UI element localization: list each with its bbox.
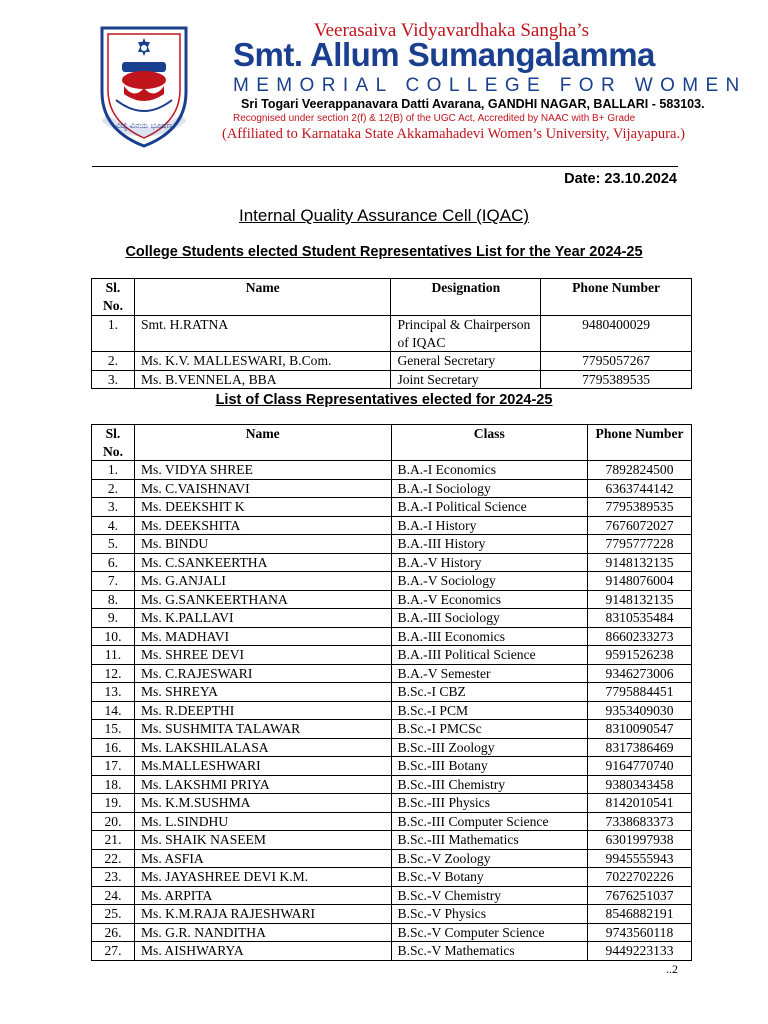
cell-class: B.A.-III Economics bbox=[391, 627, 588, 646]
cell-name: Ms. K.V. MALLESWARI, B.Com. bbox=[134, 352, 390, 371]
cell-name: Ms. DEEKSHITA bbox=[134, 516, 391, 535]
table-row bbox=[92, 609, 692, 628]
document-date: Date: 23.10.2024 bbox=[564, 171, 677, 187]
cell-name: Ms. JAYASHREE DEVI K.M. bbox=[134, 868, 391, 887]
table-row bbox=[92, 553, 692, 572]
cell-name: Ms. MADHAVI bbox=[134, 627, 391, 646]
college-recognition: Recognised under section 2(f) & 12(B) of the UGC Act, Accredited by NAAC with B+ Grade bbox=[233, 113, 636, 124]
cell-sl-no: 9. bbox=[92, 609, 135, 628]
cell-sl-no: 4. bbox=[92, 516, 135, 535]
cell-sl-no: 11. bbox=[92, 646, 135, 665]
cell-phone: 9353409030 bbox=[588, 701, 692, 720]
column-header-class: Class bbox=[391, 425, 588, 461]
cell-name: Ms. B.VENNELA, BBA bbox=[134, 370, 390, 389]
cell-name: Ms. SHAIK NASEEM bbox=[134, 831, 391, 850]
cell-phone: 7892824500 bbox=[588, 461, 692, 480]
cell-sl-no: 3. bbox=[92, 498, 135, 517]
cell-class: B.Sc.-III Zoology bbox=[391, 738, 588, 757]
cell-class: B.Sc.-V Zoology bbox=[391, 849, 588, 868]
table-row bbox=[92, 738, 692, 757]
table-header-row bbox=[92, 425, 692, 461]
cell-class: B.A.-III History bbox=[391, 535, 588, 554]
column-header-name: Name bbox=[134, 279, 390, 316]
cell-phone: 6301997938 bbox=[588, 831, 692, 850]
cell-phone: 7795777228 bbox=[588, 535, 692, 554]
cell-sl-no: 23. bbox=[92, 868, 135, 887]
table-row bbox=[92, 627, 692, 646]
cell-class: B.A.-V Semester bbox=[391, 664, 588, 683]
cell-sl-no: 16. bbox=[92, 738, 135, 757]
cell-name: Ms. C.RAJESWARI bbox=[134, 664, 391, 683]
cell-class: B.A.-V Economics bbox=[391, 590, 588, 609]
cell-phone: 9591526238 bbox=[588, 646, 692, 665]
document-title: Internal Quality Assurance Cell (IQAC) bbox=[238, 206, 530, 225]
cell-class: B.Sc.-III Computer Science bbox=[391, 812, 588, 831]
cell-name: Ms. G.R. NANDITHA bbox=[134, 923, 391, 942]
cell-name: Ms. C.VAISHNAVI bbox=[134, 479, 391, 498]
cell-phone: 7676251037 bbox=[588, 886, 692, 905]
cell-class: B.Sc.-III Chemistry bbox=[391, 775, 588, 794]
student-representatives-table bbox=[91, 278, 692, 389]
table-row bbox=[92, 664, 692, 683]
cell-sl-no: 19. bbox=[92, 794, 135, 813]
cell-phone: 7795884451 bbox=[588, 683, 692, 702]
table-row bbox=[92, 572, 692, 591]
table-row bbox=[92, 849, 692, 868]
table-row bbox=[92, 316, 692, 352]
cell-class: B.A.-V Sociology bbox=[391, 572, 588, 591]
cell-name: Ms. G.SANKEERTHANA bbox=[134, 590, 391, 609]
table-row bbox=[92, 757, 692, 776]
emblem-motto: ವಿದ್ಯೆ ವಿನಯ ಭೂಷಣ bbox=[115, 121, 173, 130]
college-affiliation: (Affiliated to Karnataka State Akkamahadevi Women’s University, Vijayapura.) bbox=[222, 126, 685, 142]
cell-class: B.A.-III Sociology bbox=[391, 609, 588, 628]
cell-name: Ms. VIDYA SHREE bbox=[134, 461, 391, 480]
cell-sl-no: 17. bbox=[92, 757, 135, 776]
cell-class: B.A.-I Political Science bbox=[391, 498, 588, 517]
table-row bbox=[92, 775, 692, 794]
cell-class: B.Sc.-V Mathematics bbox=[391, 942, 588, 961]
section-title-class-representatives: List of Class Representatives elected for 2024-25 bbox=[215, 392, 553, 408]
column-header-name: Name bbox=[134, 425, 391, 461]
column-header-designation: Designation bbox=[391, 279, 541, 316]
cell-sl-no: 12. bbox=[92, 664, 135, 683]
cell-phone: 7795057267 bbox=[541, 352, 692, 371]
section-title-student-representatives: College Students elected Student Representatives List for the Year 2024-25 bbox=[125, 244, 643, 260]
cell-sl-no: 14. bbox=[92, 701, 135, 720]
college-subtitle: MEMORIAL COLLEGE FOR WOMEN bbox=[233, 75, 747, 96]
cell-phone: 8310535484 bbox=[588, 609, 692, 628]
table-row bbox=[92, 905, 692, 924]
class-representatives-table bbox=[91, 424, 692, 961]
table-row bbox=[92, 886, 692, 905]
cell-phone: 9480400029 bbox=[541, 316, 692, 352]
cell-sl-no: 15. bbox=[92, 720, 135, 739]
table-row bbox=[92, 352, 692, 371]
column-header-phone: Phone Number bbox=[588, 425, 692, 461]
cell-class: B.Sc.-V Chemistry bbox=[391, 886, 588, 905]
cell-designation: General Secretary bbox=[391, 352, 541, 371]
table-row bbox=[92, 720, 692, 739]
cell-sl-no: 2. bbox=[92, 352, 135, 371]
cell-phone: 9148132135 bbox=[588, 590, 692, 609]
cell-sl-no: 8. bbox=[92, 590, 135, 609]
table-row bbox=[92, 701, 692, 720]
cell-name: Ms. L.SINDHU bbox=[134, 812, 391, 831]
table-row bbox=[92, 535, 692, 554]
cell-class: B.Sc.-V Computer Science bbox=[391, 923, 588, 942]
cell-sl-no: 26. bbox=[92, 923, 135, 942]
cell-sl-no: 2. bbox=[92, 479, 135, 498]
cell-class: B.Sc.-I PMCSc bbox=[391, 720, 588, 739]
table-row bbox=[92, 794, 692, 813]
cell-phone: 9449223133 bbox=[588, 942, 692, 961]
cell-name: Ms. LAKSHILALASA bbox=[134, 738, 391, 757]
cell-name: Smt. H.RATNA bbox=[134, 316, 390, 352]
cell-phone: 8310090547 bbox=[588, 720, 692, 739]
cell-name: Ms. K.PALLAVI bbox=[134, 609, 391, 628]
cell-phone: 9164770740 bbox=[588, 757, 692, 776]
cell-sl-no: 18. bbox=[92, 775, 135, 794]
cell-class: B.Sc.-III Botany bbox=[391, 757, 588, 776]
cell-name: Ms. SHREYA bbox=[134, 683, 391, 702]
cell-class: B.Sc.-V Physics bbox=[391, 905, 588, 924]
cell-phone: 9743560118 bbox=[588, 923, 692, 942]
cell-phone: 7795389535 bbox=[541, 370, 692, 389]
cell-phone: 8317386469 bbox=[588, 738, 692, 757]
table-row bbox=[92, 942, 692, 961]
college-address: Sri Togari Veerappanavara Datti Avarana, GANDHI NAGAR, BALLARI - 583103. bbox=[241, 97, 705, 111]
table-header-row bbox=[92, 279, 692, 316]
cell-class: B.A.-I Sociology bbox=[391, 479, 588, 498]
table-row bbox=[92, 923, 692, 942]
table-row bbox=[92, 868, 692, 887]
cell-name: Ms.MALLESHWARI bbox=[134, 757, 391, 776]
cell-sl-no: 1. bbox=[92, 461, 135, 480]
table-row bbox=[92, 370, 692, 389]
cell-class: B.Sc.-III Mathematics bbox=[391, 831, 588, 850]
table-row bbox=[92, 461, 692, 480]
cell-sl-no: 25. bbox=[92, 905, 135, 924]
cell-class: B.Sc.-III Physics bbox=[391, 794, 588, 813]
table-row bbox=[92, 479, 692, 498]
cell-name: Ms. R.DEEPTHI bbox=[134, 701, 391, 720]
column-header-sl-no: Sl. No. bbox=[92, 279, 135, 316]
cell-sl-no: 22. bbox=[92, 849, 135, 868]
cell-name: Ms. LAKSHMI PRIYA bbox=[134, 775, 391, 794]
cell-class: B.Sc.-I CBZ bbox=[391, 683, 588, 702]
cell-sl-no: 1. bbox=[92, 316, 135, 352]
cell-sl-no: 5. bbox=[92, 535, 135, 554]
cell-name: Ms. BINDU bbox=[134, 535, 391, 554]
cell-phone: 9380343458 bbox=[588, 775, 692, 794]
cell-phone: 7676072027 bbox=[588, 516, 692, 535]
table-row bbox=[92, 646, 692, 665]
cell-phone: 9346273006 bbox=[588, 664, 692, 683]
cell-sl-no: 27. bbox=[92, 942, 135, 961]
table-row bbox=[92, 683, 692, 702]
cell-name: Ms. K.M.SUSHMA bbox=[134, 794, 391, 813]
cell-sl-no: 10. bbox=[92, 627, 135, 646]
cell-phone: 9148076004 bbox=[588, 572, 692, 591]
cell-phone: 8142010541 bbox=[588, 794, 692, 813]
cell-sl-no: 13. bbox=[92, 683, 135, 702]
table-row bbox=[92, 516, 692, 535]
cell-name: Ms. G.ANJALI bbox=[134, 572, 391, 591]
cell-class: B.Sc.-V Botany bbox=[391, 868, 588, 887]
cell-name: Ms. SHREE DEVI bbox=[134, 646, 391, 665]
cell-phone: 7795389535 bbox=[588, 498, 692, 517]
cell-phone: 8546882191 bbox=[588, 905, 692, 924]
cell-designation: Joint Secretary bbox=[391, 370, 541, 389]
cell-phone: 7022702226 bbox=[588, 868, 692, 887]
column-header-sl-no: Sl. No. bbox=[92, 425, 135, 461]
header-divider bbox=[92, 166, 678, 167]
cell-class: B.Sc.-I PCM bbox=[391, 701, 588, 720]
table-row bbox=[92, 498, 692, 517]
cell-phone: 7338683373 bbox=[588, 812, 692, 831]
college-name: Smt. Allum Sumangalamma bbox=[233, 36, 655, 73]
cell-name: Ms. ASFIA bbox=[134, 849, 391, 868]
cell-phone: 9148132135 bbox=[588, 553, 692, 572]
cell-phone: 8660233273 bbox=[588, 627, 692, 646]
cell-designation: Principal & Chairperson of IQAC bbox=[391, 316, 541, 352]
cell-sl-no: 6. bbox=[92, 553, 135, 572]
cell-name: Ms. DEEKSHIT K bbox=[134, 498, 391, 517]
cell-sl-no: 3. bbox=[92, 370, 135, 389]
cell-sl-no: 7. bbox=[92, 572, 135, 591]
table-row bbox=[92, 590, 692, 609]
cell-class: B.A.-I Economics bbox=[391, 461, 588, 480]
cell-sl-no: 21. bbox=[92, 831, 135, 850]
cell-name: Ms. AISHWARYA bbox=[134, 942, 391, 961]
page-indicator: ..2 bbox=[666, 962, 678, 976]
cell-class: B.A.-V History bbox=[391, 553, 588, 572]
cell-class: B.A.-I History bbox=[391, 516, 588, 535]
college-emblem-icon bbox=[94, 22, 194, 150]
cell-name: Ms. C.SANKEERTHA bbox=[134, 553, 391, 572]
cell-sl-no: 24. bbox=[92, 886, 135, 905]
cell-name: Ms. K.M.RAJA RAJESHWARI bbox=[134, 905, 391, 924]
society-name: Veerasaiva Vidyavardhaka Sangha’s bbox=[314, 20, 589, 41]
cell-phone: 9945555943 bbox=[588, 849, 692, 868]
table-row bbox=[92, 812, 692, 831]
cell-name: Ms. SUSHMITA TALAWAR bbox=[134, 720, 391, 739]
cell-phone: 6363744142 bbox=[588, 479, 692, 498]
cell-sl-no: 20. bbox=[92, 812, 135, 831]
cell-name: Ms. ARPITA bbox=[134, 886, 391, 905]
column-header-phone: Phone Number bbox=[541, 279, 692, 316]
table-row bbox=[92, 831, 692, 850]
cell-class: B.A.-III Political Science bbox=[391, 646, 588, 665]
